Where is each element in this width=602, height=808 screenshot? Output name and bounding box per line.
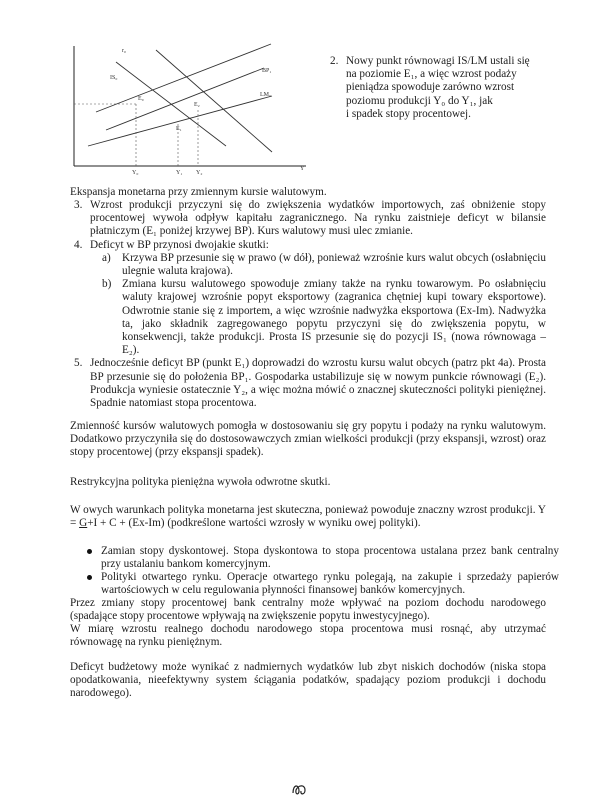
paragraph-effectiveness <box>70 504 546 530</box>
label-e0: E₀ <box>138 96 144 102</box>
label-y1: Y₁ <box>176 170 183 176</box>
bullet-open-market-text: Polityki otwartego rynku. Operacje otwartego rynku polegają, na zakupie i sprzedaży papierów wartościowych w celu regulowania płynności finansowej banków komercyjnych. <box>101 571 559 597</box>
effectiveness-text-b: +I + C + (Ex-Im) (podkreślone wartości wzrosły w wyniku owej polityki). <box>87 517 421 530</box>
bullet-dot-icon <box>87 575 92 580</box>
label-lm0: LM₀ <box>260 92 272 98</box>
label-e1: E₁ <box>176 126 182 132</box>
numbered-list <box>74 199 546 410</box>
sub-item-b-label: b) <box>102 278 112 291</box>
list-item-3-number: 3. <box>74 199 83 211</box>
paragraph-central-bank: Przez zmiany stopy procentowej bank centralny może wpływać na poziom dochodu narodowego (spadające stopy procentowe wpływają na zwiększenie popytu inwestycyjnego). <box>70 597 546 623</box>
sub-item-a-label: a) <box>102 251 111 264</box>
effectiveness-text-a: W owych warunkach polityka monetarna jest skuteczna, ponieważ powoduje znaczny wzrost produkcji. Y = <box>70 504 546 530</box>
effectiveness-g: G <box>79 517 88 530</box>
list-item-5-text: Jednocześnie deficyt BP (punkt E₁) doprowadzi do wzrostu kursu walut obcych (patrz pkt 4a). Prosta BP przesunie się do położenia BP₁. Gospodarka ustabilizuje się w nowym punkcie równowagi (E₂). Produkcja wyniesie ostatecznie Y₂, a więc można mówić o znacznej skuteczności polityki pieniężnej. Spadnie natomiast stopa procentowa. <box>90 357 546 410</box>
handwritten-page-mark <box>290 781 310 797</box>
sub-item-a <box>102 252 546 278</box>
list-item-4-text: Deficyt w BP przynosi dwojakie skutki: <box>90 238 269 251</box>
item-2-line-1: Nowy punkt równowagi IS/LM ustali się <box>346 55 530 67</box>
paragraph-real-income: W miarę wzrostu realnego dochodu narodowego stopa procentowa musi rosnąć, aby utrzymać równowagę na rynku pieniężnym. <box>70 623 546 649</box>
sub-item-a-text: Krzywa BP przesunie się w prawo (w dół), ponieważ wzrośnie kurs walut obcych (osłabnięciu ulegnie waluta krajowa). <box>122 251 546 278</box>
islm-graph <box>66 42 328 190</box>
is-curve <box>116 62 226 146</box>
bp1-curve <box>88 96 272 146</box>
label-r: r₀ <box>122 48 127 54</box>
item-2-line-4: poziomu produkcji Y₀ do Y₁, jak <box>346 94 493 107</box>
item-2-number: 2. <box>330 55 339 67</box>
label-is0: IS₀ <box>110 75 118 81</box>
list-item-4-number: 4. <box>74 238 83 251</box>
bullet-open-market <box>87 571 559 597</box>
graph-caption: Ekspansja monetarna przy zmiennym kursie walutowym. <box>70 186 327 198</box>
label-y-axis: Y <box>300 166 305 172</box>
bullet-discount-rate <box>87 545 559 571</box>
label-y0: Y₀ <box>132 170 139 176</box>
bullet-dot-icon <box>87 549 92 554</box>
list-item-5 <box>74 357 546 410</box>
graph-lines <box>66 42 328 190</box>
list-item-3 <box>74 199 546 239</box>
label-bp1: BP₁ <box>262 68 272 74</box>
item-2-line-2: na poziomie E₁, a więc wzrost podaży <box>346 68 517 81</box>
label-e2: E₂ <box>194 102 200 108</box>
list-item-4 <box>74 239 546 358</box>
paragraph-budget-deficit: Deficyt budżetowy może wynikać z nadmiernych wydatków lub zbyt niskich dochodów (niska stopa opodatkowania, nieefektywny system ściągania podatków, spadający poziom produkcji i dochodu narodowego). <box>70 661 546 700</box>
item-2-line-5: i spadek stopy procentowej. <box>346 107 471 120</box>
paragraph-restrictive: Restrykcyjna polityka pieniężna wywoła odwrotne skutki. <box>70 476 331 488</box>
page-mark-drawing <box>290 781 310 797</box>
paragraph-exchange-rates: Zmienność kursów walutowych pomogła w dostosowaniu się gry popytu i podaży na rynku walutowym. Dodatkowo przyczyniła się do dostosowawczych zmian wielkości produkcji (przy ekspansji, wzrost) oraz stopy procentowej (przy ekspansji spadek). <box>70 420 546 459</box>
label-y2: Y₂ <box>196 170 203 176</box>
list-item-5-number: 5. <box>74 357 83 370</box>
item-2-line-3: pieniądza spowoduje zarówno wzrost <box>346 81 515 94</box>
item-2 <box>330 55 570 121</box>
list-item-3-text: Wzrost produkcji przyczyni się do zwiększenia wydatków importowych, zaś obniżenie stopy procentowej wywoła odpływ kapitału zagranicznego. Na rynku zaistnieje deficyt w bilansie płatniczym (E₁ poniżej krzywej BP). Kurs walutowy musi ulec zmianie. <box>90 199 546 238</box>
sub-item-b-text: Zmiana kursu walutowego spowoduje zmiany także na rynku towarowym. Po osłabnięciu waluty krajowej wzrośnie popyt eksportowy (zagranica chętniej kupi towary eksportowe). Odwrotnie stanie się z importem, a więc wzrośnie nadwyżka eksportowa (Ex-Im). Nadwyżka ta, jako składnik zagregowanego popytu przyczyni się do zwiększenia popytu, w konsekwencji, także produkcji. Prosta IS przesunie się do pozycji IS₁ (nowa równowaga – E₂). <box>122 278 546 357</box>
sub-item-b <box>102 278 546 357</box>
bullet-discount-rate-text: Zamian stopy dyskontowej. Stopa dyskontowa to stopa procentowa ustalana przez bank centralny przy ustalaniu bankom komercyjnym. <box>101 545 559 571</box>
